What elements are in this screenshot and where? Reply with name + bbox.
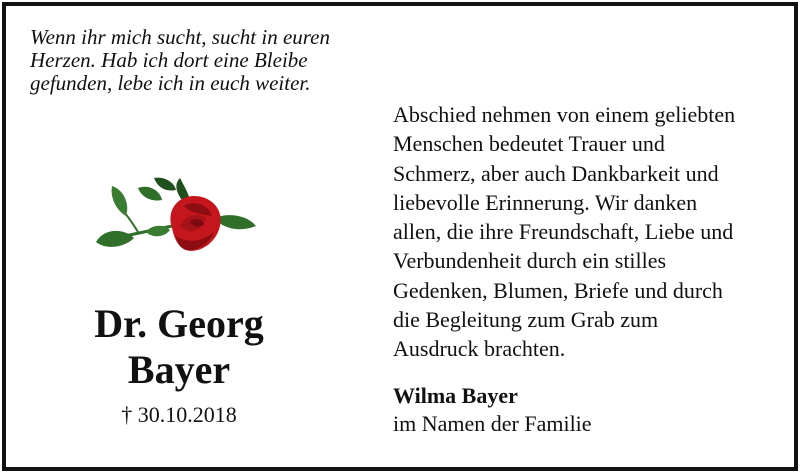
red-rose-icon	[90, 170, 270, 280]
deceased-name-line: Bayer	[127, 347, 231, 392]
deceased-name-line: Dr. Georg	[94, 301, 264, 346]
message-line: die Begleitung zum Grab zum	[393, 307, 659, 333]
signature-note: im Namen der Familie	[393, 411, 592, 436]
message-line: Ausdruck brachten.	[393, 336, 566, 362]
motto-quote	[30, 26, 410, 95]
motto-line: Wenn ihr mich sucht, sucht in euren	[30, 25, 330, 49]
message-line: liebevolle Erinnerung. Wir danken	[393, 189, 698, 215]
signature-name: Wilma Bayer	[393, 383, 518, 408]
obituary-card	[2, 2, 798, 471]
message-line: Menschen bedeutet Trauer und	[393, 131, 665, 157]
motto-line: gefunden, lebe ich in euch weiter.	[30, 71, 311, 95]
message-line: Schmerz, aber auch Dankbarkeit und	[393, 160, 719, 186]
message-line: Gedenken, Blumen, Briefe und durch	[393, 277, 723, 303]
message-line: allen, die ihre Freundschaft, Liebe und	[393, 219, 734, 245]
message-line: Verbundenheit durch ein stilles	[393, 248, 667, 274]
message-line: Abschied nehmen von einem geliebten	[393, 102, 736, 127]
death-date: † 30.10.2018	[121, 402, 237, 427]
thanks-message	[393, 100, 793, 364]
motto-line: Herzen. Hab ich dort eine Bleibe	[30, 48, 308, 72]
deceased-name	[54, 301, 304, 393]
